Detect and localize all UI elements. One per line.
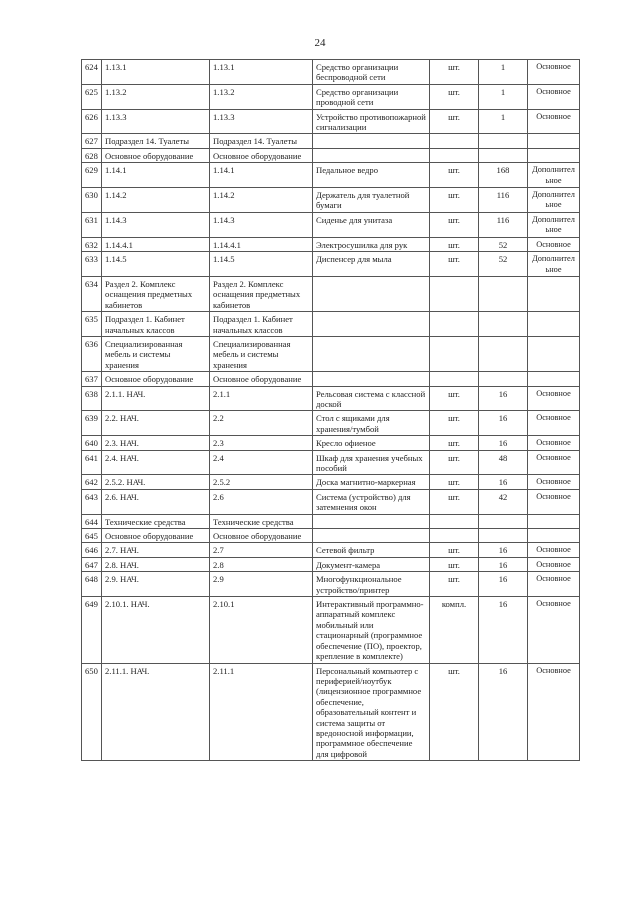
row-unit: шт. xyxy=(430,212,479,237)
row-unit xyxy=(430,514,479,528)
row-id: 1.14.3 xyxy=(210,212,313,237)
row-unit: шт. xyxy=(430,436,479,450)
row-code: 1.14.4.1 xyxy=(102,237,210,251)
row-type xyxy=(528,312,580,337)
row-id: 1.14.1 xyxy=(210,163,313,188)
row-type xyxy=(528,148,580,162)
row-unit: шт. xyxy=(430,572,479,597)
row-code: Основное оборудование xyxy=(102,529,210,543)
row-id: Основное оборудование xyxy=(210,148,313,162)
row-code: 2.1.1. НАЧ. xyxy=(102,386,210,411)
row-name: Персональный компьютер с периферией/ноутбук (лицензионное программное обеспечение, образовательный контент и система защиты от вредоносной информации, программное обеспечение для цифровой xyxy=(313,663,430,761)
table-row xyxy=(82,572,580,597)
row-name: Многофункциональное устройство/принтер xyxy=(313,572,430,597)
row-code: 2.2. НАЧ. xyxy=(102,411,210,436)
table-row xyxy=(82,212,580,237)
row-type: Основное xyxy=(528,84,580,109)
row-id: 2.2 xyxy=(210,411,313,436)
row-number: 625 xyxy=(82,84,102,109)
row-type: Основное xyxy=(528,237,580,251)
table-row xyxy=(82,411,580,436)
table-row xyxy=(82,276,580,311)
row-unit: шт. xyxy=(430,188,479,213)
row-unit: шт. xyxy=(430,557,479,571)
row-code: Раздел 2. Комплекс оснащения предметных кабинетов xyxy=(102,276,210,311)
row-unit: шт. xyxy=(430,386,479,411)
row-name: Стол с ящиками для хранения/тумбой xyxy=(313,411,430,436)
row-type xyxy=(528,529,580,543)
row-id: 2.4 xyxy=(210,450,313,475)
row-quantity xyxy=(479,514,528,528)
row-id: 2.8 xyxy=(210,557,313,571)
table-row xyxy=(82,336,580,371)
row-type: Основное xyxy=(528,386,580,411)
row-number: 646 xyxy=(82,543,102,557)
row-quantity: 16 xyxy=(479,436,528,450)
row-name: Система (устройство) для затемнения окон xyxy=(313,489,430,514)
row-id: 2.5.2 xyxy=(210,475,313,489)
row-name: Держатель для туалетной бумаги xyxy=(313,188,430,213)
table-row xyxy=(82,450,580,475)
row-number: 649 xyxy=(82,597,102,663)
row-code: 1.13.1 xyxy=(102,60,210,85)
row-number: 639 xyxy=(82,411,102,436)
row-name xyxy=(313,312,430,337)
row-quantity: 16 xyxy=(479,411,528,436)
row-quantity: 42 xyxy=(479,489,528,514)
row-type: Основное xyxy=(528,572,580,597)
row-name: Доска магнитно-маркерная xyxy=(313,475,430,489)
row-quantity: 52 xyxy=(479,237,528,251)
row-type xyxy=(528,372,580,386)
row-unit: шт. xyxy=(430,489,479,514)
row-number: 637 xyxy=(82,372,102,386)
row-unit xyxy=(430,529,479,543)
row-unit: шт. xyxy=(430,109,479,134)
row-number: 641 xyxy=(82,450,102,475)
row-number: 647 xyxy=(82,557,102,571)
row-unit: шт. xyxy=(430,237,479,251)
row-name: Диспенсер для мыла xyxy=(313,252,430,277)
row-type xyxy=(528,134,580,148)
row-quantity xyxy=(479,134,528,148)
row-quantity xyxy=(479,372,528,386)
row-code: Подраздел 1. Кабинет начальных классов xyxy=(102,312,210,337)
table-row xyxy=(82,663,580,761)
row-code: 2.7. НАЧ. xyxy=(102,543,210,557)
table-row xyxy=(82,188,580,213)
table-row xyxy=(82,237,580,251)
row-code: Специализированная мебель и системы хранения xyxy=(102,336,210,371)
row-unit: шт. xyxy=(430,60,479,85)
row-name: Интерактивный программно-аппаратный комплекс мобильный или стационарный (программное обеспечение (ПО), проектор, крепление в комплекте) xyxy=(313,597,430,663)
row-name: Сиденье для унитаза xyxy=(313,212,430,237)
row-id: 1.13.2 xyxy=(210,84,313,109)
row-unit: компл. xyxy=(430,597,479,663)
table-row xyxy=(82,109,580,134)
row-number: 633 xyxy=(82,252,102,277)
row-type: Дополнительное xyxy=(528,252,580,277)
row-id: 2.9 xyxy=(210,572,313,597)
row-number: 636 xyxy=(82,336,102,371)
row-type: Основное xyxy=(528,557,580,571)
row-unit: шт. xyxy=(430,84,479,109)
row-id: Специализированная мебель и системы хранения xyxy=(210,336,313,371)
table-row xyxy=(82,543,580,557)
row-unit: шт. xyxy=(430,663,479,761)
row-id: 1.14.5 xyxy=(210,252,313,277)
row-number: 627 xyxy=(82,134,102,148)
row-code: 2.10.1. НАЧ. xyxy=(102,597,210,663)
row-number: 628 xyxy=(82,148,102,162)
row-number: 630 xyxy=(82,188,102,213)
row-type: Основное xyxy=(528,543,580,557)
row-quantity xyxy=(479,276,528,311)
row-number: 629 xyxy=(82,163,102,188)
row-id: Основное оборудование xyxy=(210,372,313,386)
row-type: Основное xyxy=(528,436,580,450)
table-row xyxy=(82,436,580,450)
row-id: 2.1.1 xyxy=(210,386,313,411)
row-code: 1.13.3 xyxy=(102,109,210,134)
row-quantity xyxy=(479,336,528,371)
row-name xyxy=(313,148,430,162)
row-unit: шт. xyxy=(430,411,479,436)
row-type xyxy=(528,336,580,371)
row-number: 648 xyxy=(82,572,102,597)
row-type: Основное xyxy=(528,489,580,514)
row-id: Основное оборудование xyxy=(210,529,313,543)
row-code: 1.14.2 xyxy=(102,188,210,213)
row-type: Дополнительное xyxy=(528,188,580,213)
row-number: 632 xyxy=(82,237,102,251)
row-code: 2.11.1. НАЧ. xyxy=(102,663,210,761)
row-name: Сетевой фильтр xyxy=(313,543,430,557)
row-number: 642 xyxy=(82,475,102,489)
row-code: 2.3. НАЧ. xyxy=(102,436,210,450)
row-id: 1.13.1 xyxy=(210,60,313,85)
row-code: Основное оборудование xyxy=(102,148,210,162)
row-unit xyxy=(430,148,479,162)
row-name: Электросушилка для рук xyxy=(313,237,430,251)
row-number: 640 xyxy=(82,436,102,450)
row-name xyxy=(313,276,430,311)
row-code: 2.6. НАЧ. xyxy=(102,489,210,514)
row-name: Педальное ведро xyxy=(313,163,430,188)
row-type: Дополнительное xyxy=(528,212,580,237)
row-number: 634 xyxy=(82,276,102,311)
row-type: Основное xyxy=(528,109,580,134)
row-unit xyxy=(430,336,479,371)
row-code: 1.14.3 xyxy=(102,212,210,237)
table-row xyxy=(82,386,580,411)
row-name xyxy=(313,514,430,528)
row-quantity: 116 xyxy=(479,188,528,213)
table-body xyxy=(82,60,580,761)
row-code: 2.4. НАЧ. xyxy=(102,450,210,475)
row-number: 644 xyxy=(82,514,102,528)
row-unit: шт. xyxy=(430,252,479,277)
row-id: 2.3 xyxy=(210,436,313,450)
table-row xyxy=(82,372,580,386)
row-quantity xyxy=(479,312,528,337)
row-unit xyxy=(430,134,479,148)
table-row xyxy=(82,148,580,162)
table-row xyxy=(82,529,580,543)
row-quantity: 16 xyxy=(479,386,528,411)
row-quantity: 1 xyxy=(479,84,528,109)
table-row xyxy=(82,514,580,528)
table-row xyxy=(82,84,580,109)
row-type: Основное xyxy=(528,475,580,489)
row-type xyxy=(528,514,580,528)
row-name xyxy=(313,134,430,148)
row-code: 2.9. НАЧ. xyxy=(102,572,210,597)
table-row xyxy=(82,163,580,188)
row-id: 1.13.3 xyxy=(210,109,313,134)
row-quantity: 16 xyxy=(479,663,528,761)
row-code: 1.13.2 xyxy=(102,84,210,109)
row-id: 2.10.1 xyxy=(210,597,313,663)
row-quantity: 1 xyxy=(479,60,528,85)
row-number: 650 xyxy=(82,663,102,761)
row-name: Рельсовая система с классной доской xyxy=(313,386,430,411)
row-code: Подраздел 14. Туалеты xyxy=(102,134,210,148)
row-name: Устройство противопожарной сигнализации xyxy=(313,109,430,134)
row-name xyxy=(313,372,430,386)
row-type: Основное xyxy=(528,450,580,475)
row-code: 1.14.1 xyxy=(102,163,210,188)
row-type: Основное xyxy=(528,60,580,85)
row-quantity: 16 xyxy=(479,572,528,597)
row-number: 626 xyxy=(82,109,102,134)
row-id: 1.14.2 xyxy=(210,188,313,213)
row-name: Документ-камера xyxy=(313,557,430,571)
row-quantity: 16 xyxy=(479,557,528,571)
row-unit xyxy=(430,276,479,311)
row-number: 635 xyxy=(82,312,102,337)
table-row xyxy=(82,252,580,277)
row-number: 624 xyxy=(82,60,102,85)
table-row xyxy=(82,557,580,571)
row-type: Основное xyxy=(528,411,580,436)
row-id: Подраздел 14. Туалеты xyxy=(210,134,313,148)
row-number: 643 xyxy=(82,489,102,514)
row-name: Средство организации проводной сети xyxy=(313,84,430,109)
row-code: Основное оборудование xyxy=(102,372,210,386)
row-quantity: 168 xyxy=(479,163,528,188)
table-row xyxy=(82,489,580,514)
page-number: 24 xyxy=(314,37,326,49)
row-number: 645 xyxy=(82,529,102,543)
row-quantity: 16 xyxy=(479,543,528,557)
row-unit: шт. xyxy=(430,543,479,557)
row-code: 2.5.2. НАЧ. xyxy=(102,475,210,489)
table-row xyxy=(82,134,580,148)
row-unit: шт. xyxy=(430,163,479,188)
row-id: Технические средства xyxy=(210,514,313,528)
table-row xyxy=(82,475,580,489)
row-code: 1.14.5 xyxy=(102,252,210,277)
table-row xyxy=(82,60,580,85)
row-unit xyxy=(430,372,479,386)
row-name xyxy=(313,529,430,543)
row-unit xyxy=(430,312,479,337)
table-row xyxy=(82,312,580,337)
row-code: 2.8. НАЧ. xyxy=(102,557,210,571)
row-id: 2.11.1 xyxy=(210,663,313,761)
row-unit: шт. xyxy=(430,475,479,489)
row-number: 631 xyxy=(82,212,102,237)
row-quantity xyxy=(479,529,528,543)
row-quantity: 16 xyxy=(479,475,528,489)
row-name: Кресло офиеное xyxy=(313,436,430,450)
row-id: Раздел 2. Комплекс оснащения предметных кабинетов xyxy=(210,276,313,311)
row-code: Технические средства xyxy=(102,514,210,528)
row-quantity: 48 xyxy=(479,450,528,475)
row-id: 2.7 xyxy=(210,543,313,557)
equipment-table xyxy=(81,59,580,761)
row-id: 2.6 xyxy=(210,489,313,514)
table-row xyxy=(82,597,580,663)
row-type: Основное xyxy=(528,597,580,663)
row-id: 1.14.4.1 xyxy=(210,237,313,251)
row-number: 638 xyxy=(82,386,102,411)
row-quantity: 1 xyxy=(479,109,528,134)
row-name: Шкаф для хранения учебных пособий xyxy=(313,450,430,475)
row-type: Основное xyxy=(528,663,580,761)
row-quantity: 16 xyxy=(479,597,528,663)
row-name: Средство организации беспроводной сети xyxy=(313,60,430,85)
row-quantity xyxy=(479,148,528,162)
row-unit: шт. xyxy=(430,450,479,475)
row-type: Дополнительное xyxy=(528,163,580,188)
row-quantity: 52 xyxy=(479,252,528,277)
row-type xyxy=(528,276,580,311)
row-quantity: 116 xyxy=(479,212,528,237)
row-name xyxy=(313,336,430,371)
row-id: Подраздел 1. Кабинет начальных классов xyxy=(210,312,313,337)
